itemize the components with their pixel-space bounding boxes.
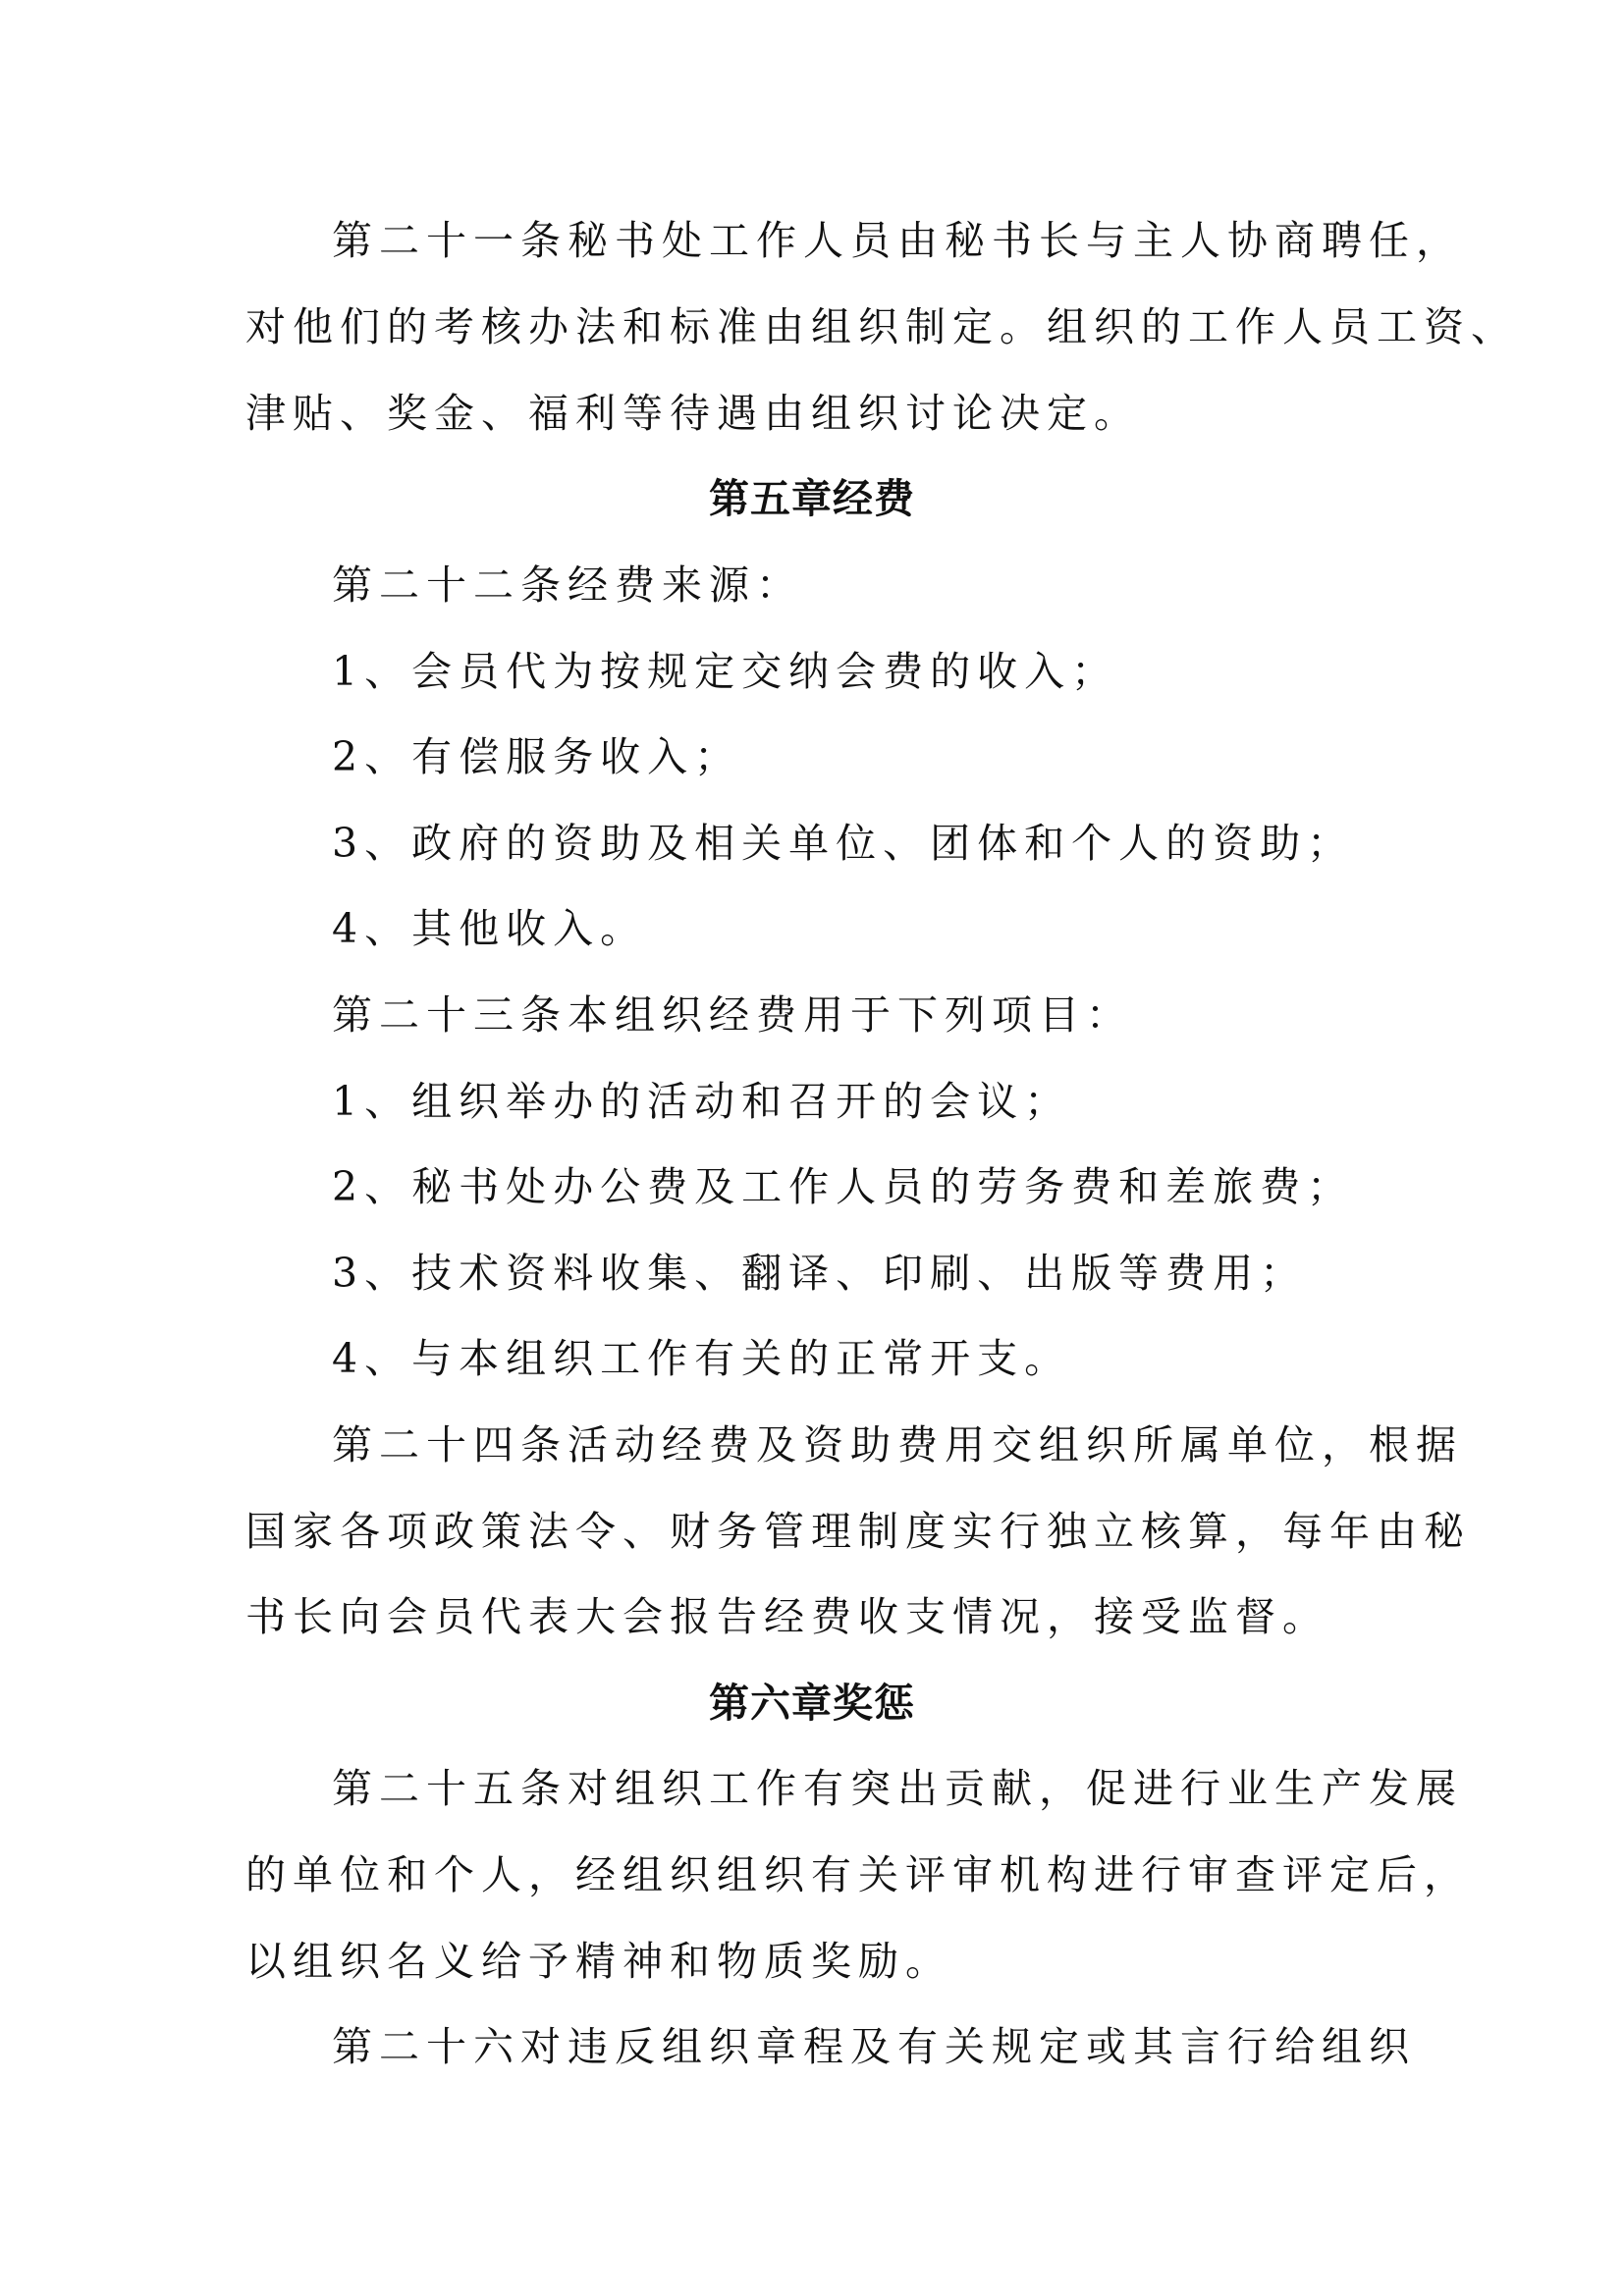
article-23-item-3: 3、技术资料收集、翻译、印刷、出版等费用； [332, 1250, 1308, 1297]
article-25-line-3: 以组织名义给予精神和物质奖励。 [245, 1938, 952, 1985]
article-24-line-2: 国家各项政策法令、财务管理制度实行独立核算，每年由秘 [245, 1508, 1471, 1555]
article-22-item-2: 2、有偿服务收入； [332, 733, 742, 780]
article-22-item-4: 4、其他收入。 [332, 905, 648, 952]
article-23-item-4: 4、与本组织工作有关的正常开支。 [332, 1335, 1072, 1382]
article-23-item-2: 2、秘书处办公费及工作人员的劳务费和差旅费； [332, 1163, 1355, 1210]
article-21-line-1: 第二十一条秘书处工作人员由秘书长与主人协商聘任， [332, 217, 1463, 264]
article-23-item-1: 1、组织举办的活动和召开的会议； [332, 1078, 1072, 1125]
article-26-line-1: 第二十六对违反组织章程及有关规定或其言行给组织 [332, 2023, 1416, 2070]
article-22-item-1: 1、会员代为按规定交纳会费的收入； [332, 648, 1119, 695]
article-22-title: 第二十二条经费来源： [332, 561, 803, 609]
article-21-line-2: 对他们的考核办法和标准由组织制定。组织的工作人员工资、 [245, 303, 1518, 350]
article-25-line-2: 的单位和个人，经组织组织有关评审机构进行审查评定后， [245, 1851, 1471, 1898]
article-22-item-3: 3、政府的资助及相关单位、团体和个人的资助； [332, 820, 1355, 867]
article-25-line-1: 第二十五条对组织工作有突出贡献，促进行业生产发展 [332, 1765, 1463, 1812]
article-21-line-3: 津贴、奖金、福利等待遇由组织讨论决定。 [245, 390, 1141, 437]
chapter-5-heading: 第五章经费 [709, 475, 915, 522]
article-23-title: 第二十三条本组织经费用于下列项目： [332, 991, 1133, 1039]
article-24-line-1: 第二十四条活动经费及资助费用交组织所属单位，根据 [332, 1421, 1463, 1468]
chapter-6-heading: 第六章奖惩 [709, 1680, 915, 1727]
article-24-line-3: 书长向会员代表大会报告经费收支情况，接受监督。 [245, 1593, 1329, 1640]
